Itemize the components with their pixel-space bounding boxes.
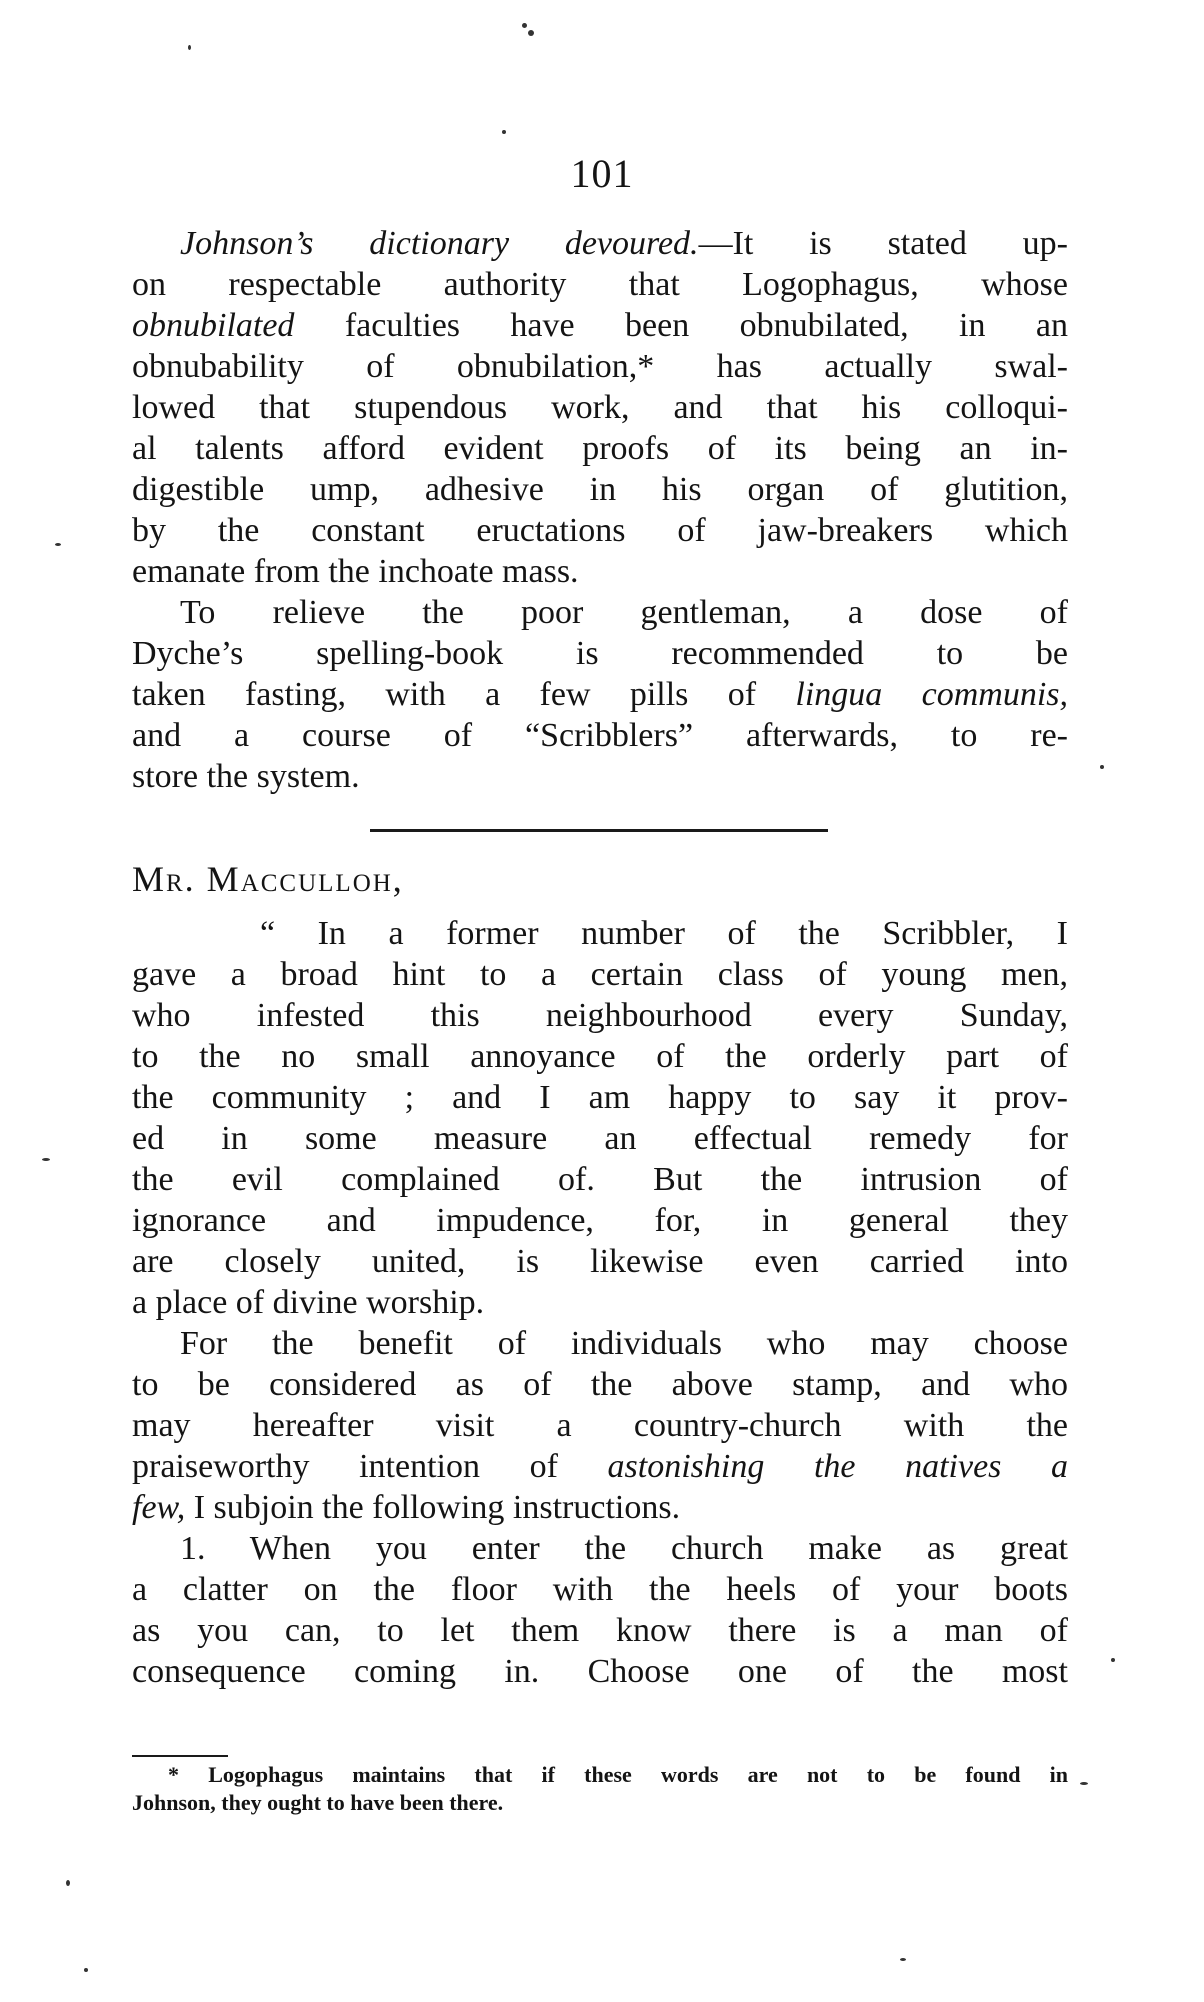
- text-line: the evil complained of. But the intrusion of: [132, 1161, 1068, 1198]
- scan-speck: [528, 30, 534, 36]
- section-heading: Johnson’s dictionary devoured.: [180, 225, 699, 262]
- scan-speck: [55, 543, 61, 546]
- footnote-line: * Logophagus maintains that if these words are not to be found in: [168, 1762, 1068, 1787]
- scan-speck: [1080, 1782, 1088, 1785]
- text-line: ed in some measure an effectual remedy for: [132, 1120, 1068, 1157]
- text-line: to the no small annoyance of the orderly part of: [132, 1038, 1068, 1075]
- text-line: digestible ump, adhesive in his organ of glutition,: [132, 471, 1068, 508]
- text-line: lowed that stupendous work, and that his colloqui-: [132, 389, 1068, 426]
- section-divider: [370, 829, 828, 832]
- text-line: who infested this neighbourhood every Sunday,: [132, 997, 1068, 1034]
- text-fragment: I subjoin the following instructions.: [185, 1489, 681, 1526]
- text-line: [132, 305, 1068, 346]
- text-line: gave a broad hint to a certain class of young men,: [132, 956, 1068, 993]
- text-line: ignorance and impudence, for, in general they: [132, 1202, 1068, 1239]
- text-line: to be considered as of the above stamp, and who: [132, 1366, 1068, 1403]
- text-line: on respectable authority that Logophagus, whose: [132, 266, 1068, 303]
- text-line: [132, 1446, 1068, 1487]
- article-johnsons-dictionary: [132, 223, 1068, 797]
- text-fragment: praiseworthy intention of: [132, 1448, 608, 1485]
- text-line: [132, 223, 1068, 264]
- text-line: the community ; and I am happy to say it prov-: [132, 1079, 1068, 1116]
- scan-speck: [42, 1158, 50, 1161]
- text-line: a place of divine worship.: [132, 1284, 485, 1321]
- italic-phrase: astonishing the natives a: [607, 1448, 1068, 1485]
- text-line: store the system.: [132, 758, 360, 795]
- text-line: and a course of “Scribblers” afterwards, to re-: [132, 717, 1068, 754]
- text-line: as you can, to let them know there is a man of: [132, 1612, 1068, 1649]
- scan-speck: [900, 1958, 906, 1961]
- text-line: [132, 674, 1068, 715]
- scan-speck: [1100, 765, 1104, 769]
- italic-word: obnubilated: [132, 307, 295, 344]
- scan-speck: [1111, 1658, 1115, 1662]
- text-line: Dyche’s spelling-book is recommended to be: [132, 635, 1068, 672]
- italic-phrase: lingua communis,: [795, 676, 1068, 713]
- text-fragment: taken fasting, with a few pills of: [132, 676, 796, 713]
- text-line: “ In a former number of the Scribbler, I: [260, 915, 1068, 952]
- text-line: al talents afford evident proofs of its being an in-: [132, 430, 1068, 467]
- text-line: [132, 1487, 1068, 1528]
- text-line: consequence coming in. Choose one of the most: [132, 1653, 1068, 1690]
- letter-salutation: Mr. Macculloh,: [132, 859, 404, 899]
- letter-body: [132, 913, 1068, 1692]
- scan-speck: [522, 23, 527, 28]
- scan-speck: [502, 130, 506, 134]
- footnote: [132, 1761, 1068, 1817]
- scan-speck: [66, 1880, 70, 1886]
- page-number: 101: [570, 151, 634, 196]
- text-line: To relieve the poor gentleman, a dose of: [180, 594, 1068, 631]
- text-fragment: —It is stated up-: [698, 225, 1068, 262]
- scan-speck: [84, 1968, 88, 1972]
- italic-word: few,: [132, 1489, 186, 1526]
- text-line: For the benefit of individuals who may choose: [180, 1325, 1068, 1362]
- text-fragment: faculties have been obnubilated, in an: [294, 307, 1068, 344]
- footnote-divider: [132, 1755, 228, 1757]
- text-line: emanate from the inchoate mass.: [132, 553, 579, 590]
- footnote-line: Johnson, they ought to have been there.: [132, 1790, 504, 1815]
- text-line: obnubability of obnubilation,* has actually swal-: [132, 348, 1068, 385]
- text-line: a clatter on the floor with the heels of your boots: [132, 1571, 1068, 1608]
- scan-speck: [188, 45, 191, 50]
- text-line: 1. When you enter the church make as great: [180, 1530, 1068, 1567]
- text-line: are closely united, is likewise even carried into: [132, 1243, 1068, 1280]
- text-line: may hereafter visit a country-church with the: [132, 1407, 1068, 1444]
- text-line: by the constant eructations of jaw-breakers which: [132, 512, 1068, 549]
